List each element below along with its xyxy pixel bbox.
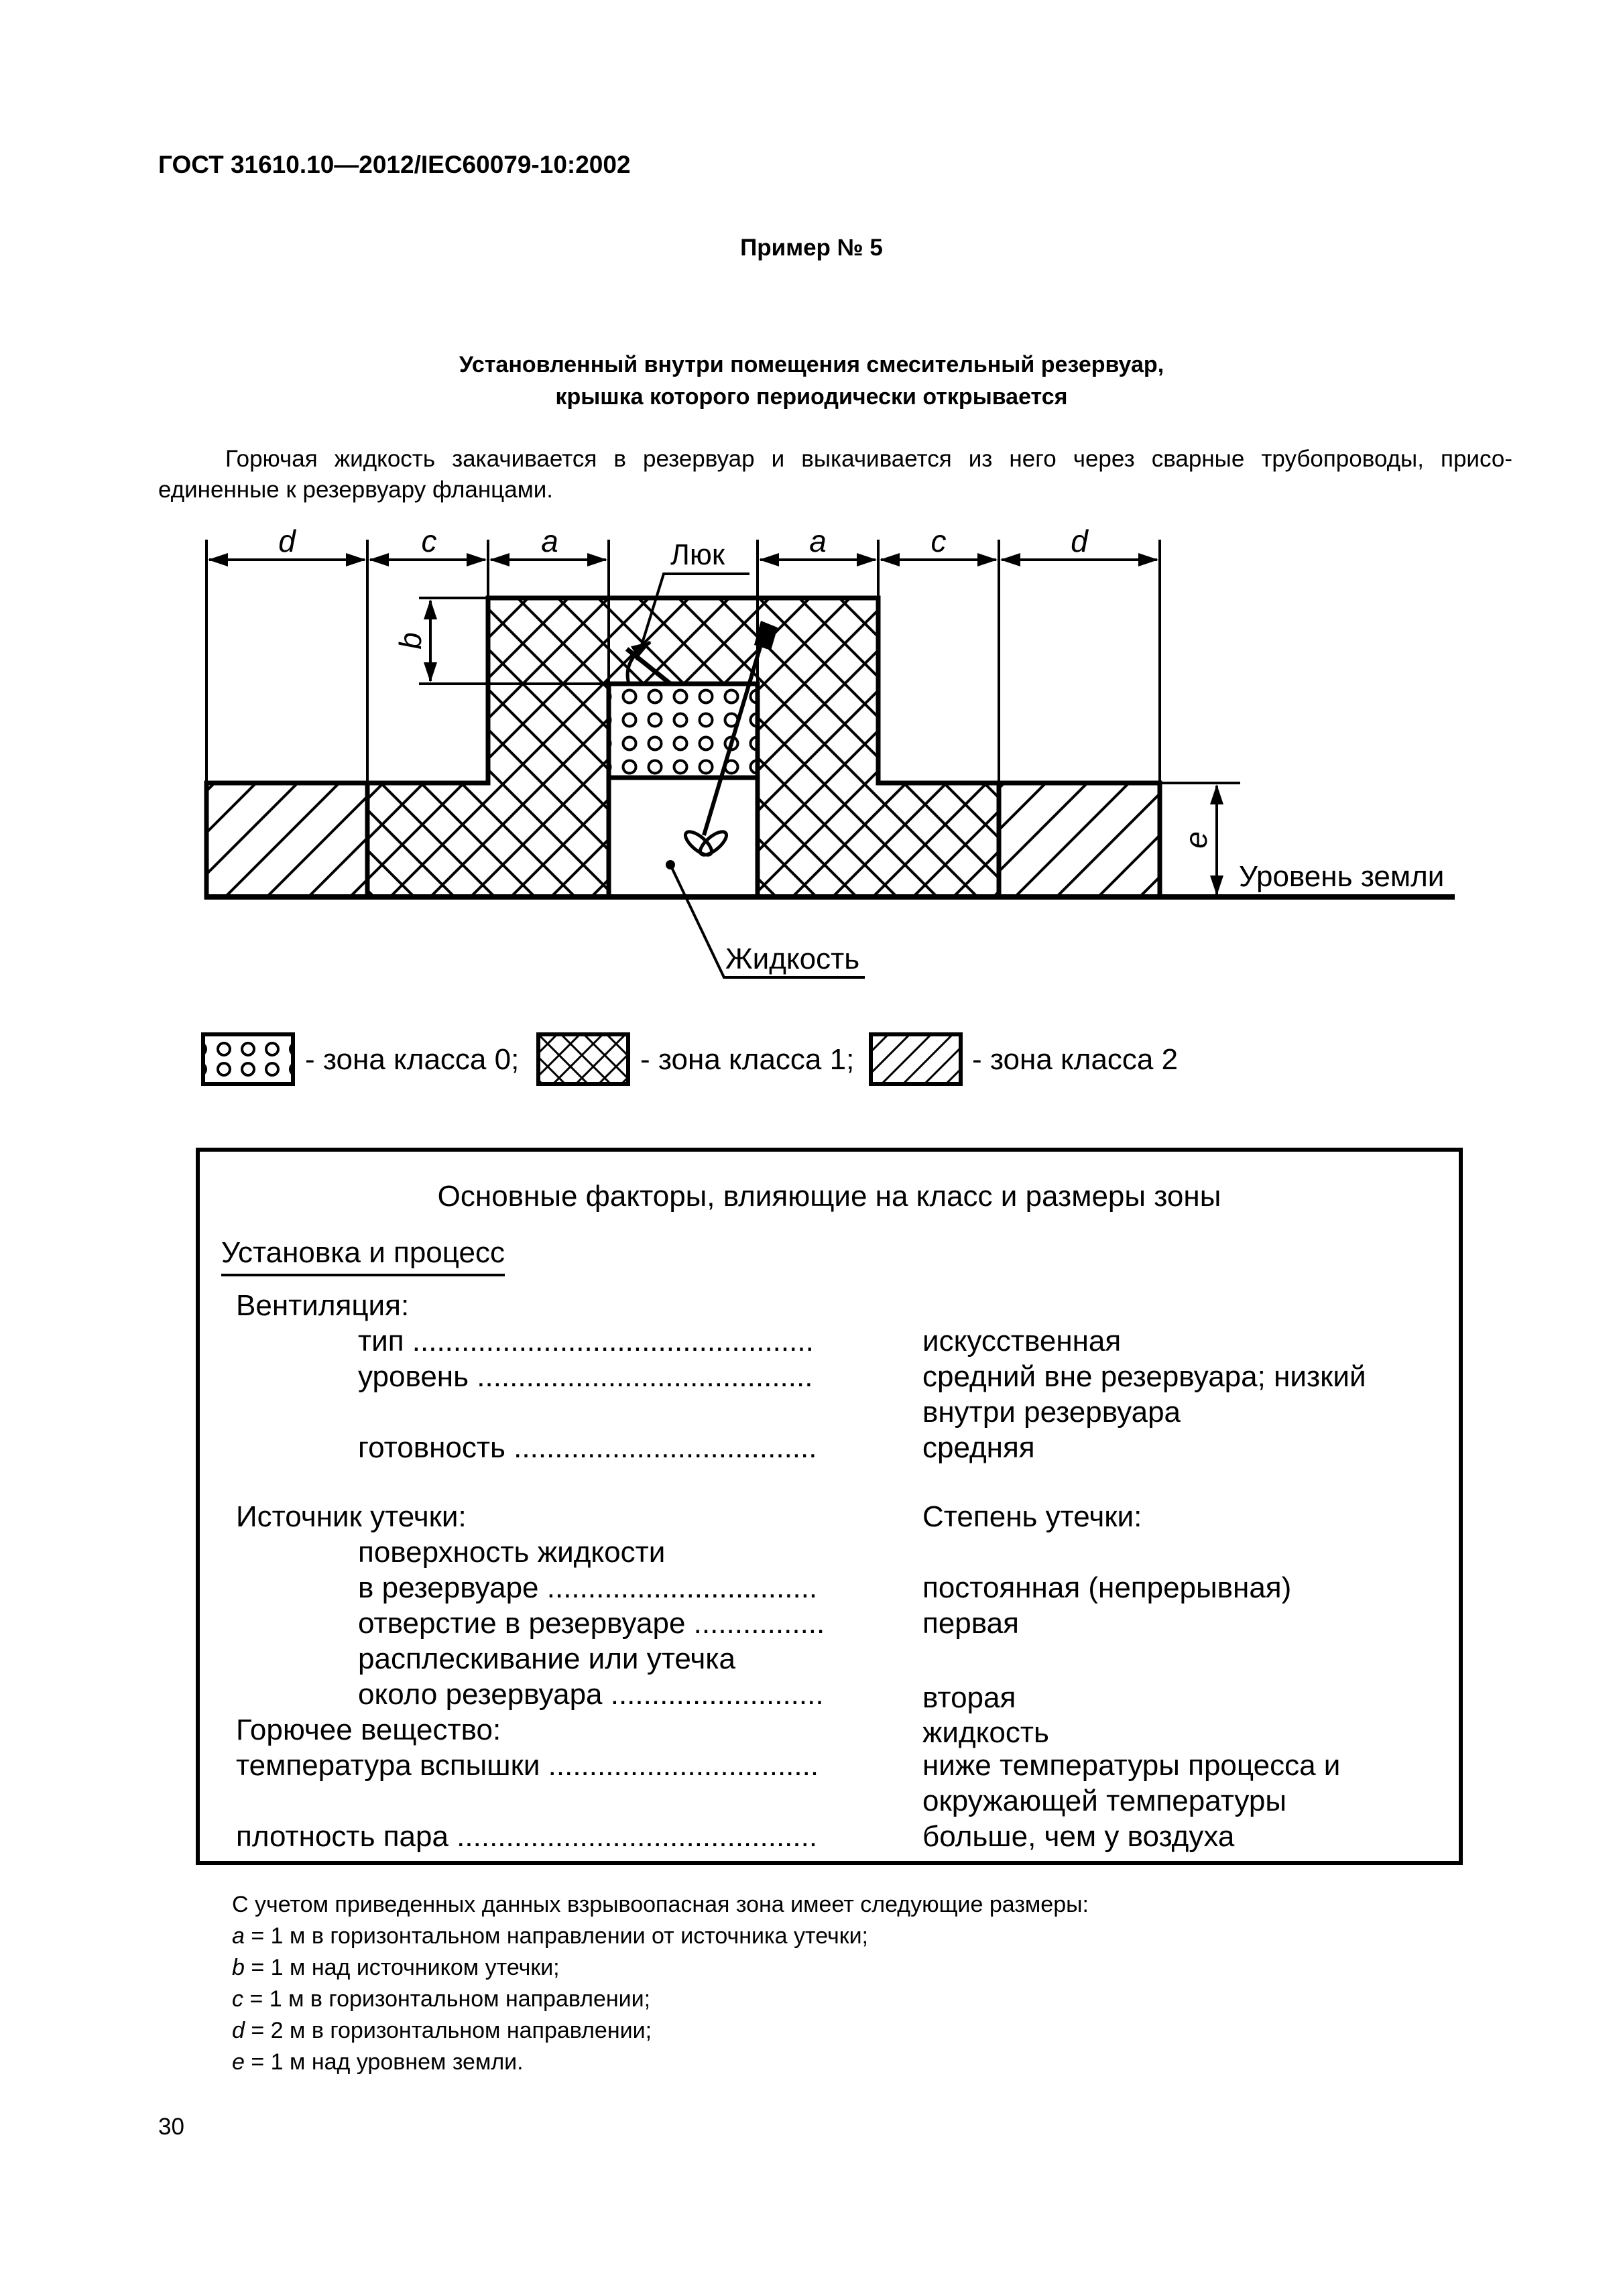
- hatch-label: Люк: [670, 538, 725, 571]
- vent-level-label: уровень .........................................: [358, 1360, 813, 1393]
- source2-value: первая: [922, 1607, 1019, 1640]
- source3-line1: расплескивание или утечка: [358, 1642, 735, 1675]
- summary-intro: С учетом приведенных данных взрывоопасная зона имеет следующие размеры:: [232, 1892, 1089, 1917]
- legend-swatch-zone1: [536, 1032, 630, 1086]
- vent-type-label: тип .................................................: [358, 1325, 814, 1357]
- summary-item-c: c = 1 м в горизонтальном направлении;: [232, 1986, 651, 2012]
- flash-point-label: температура вспышки .................................: [236, 1749, 819, 1782]
- substance-value: жидкость: [922, 1716, 1049, 1749]
- ventilation-heading: Вентиляция:: [236, 1289, 410, 1322]
- summary: [232, 1889, 1089, 2078]
- legend-swatch-zone0: [201, 1032, 295, 1086]
- factors-title: Основные факторы, влияющие на класс и размеры зоны: [437, 1180, 1221, 1213]
- section-title-line2: крышка которого периодически открывается: [555, 384, 1068, 410]
- substance-heading: Горючее вещество:: [236, 1713, 501, 1746]
- dim-label-d-right: d: [1071, 524, 1088, 558]
- page-number: 30: [158, 2114, 184, 2140]
- ground-label: Уровень земли: [1239, 860, 1445, 893]
- legend-label-zone0: - зона класса 0;: [305, 1043, 520, 1076]
- summary-item-e: e = 1 м над уровнем земли.: [232, 2049, 524, 2075]
- dim-label-a-right: a: [809, 524, 827, 558]
- source-heading: Источник утечки:: [236, 1500, 467, 1533]
- legend-label-zone1: - зона класса 1;: [640, 1043, 855, 1076]
- flash-point-value-line1: ниже температуры процесса и: [922, 1749, 1341, 1782]
- source3-line2: около резервуара ..........................: [358, 1678, 824, 1711]
- legend-swatch-zone2: [869, 1032, 963, 1086]
- dim-label-c-right: c: [930, 524, 947, 558]
- dim-label-c-left: c: [421, 524, 437, 558]
- summary-item-d: d = 2 м в горизонтальном направлении;: [232, 2018, 652, 2043]
- flash-point-value-line2: окружающей температуры: [922, 1785, 1286, 1817]
- summary-item-a: a = 1 м в горизонтальном направлении от источника утечки;: [232, 1923, 869, 1949]
- factors-subtitle: Установка и процесс: [221, 1236, 505, 1276]
- source2-label: отверстие в резервуаре ................: [358, 1607, 825, 1640]
- intro-line2: единенные к резервуару фланцами.: [158, 477, 554, 503]
- factors-box: [196, 1148, 1463, 1865]
- release-heading: Степень утечки:: [922, 1500, 1142, 1533]
- zone-diagram: [0, 0, 1623, 1006]
- zone-class-2-left: [206, 783, 367, 897]
- source1-line2: в резервуаре .................................: [358, 1571, 818, 1604]
- section-title-line1: Установленный внутри помещения смесительный резервуар,: [459, 352, 1164, 377]
- vent-availability-label: готовность .....................................: [358, 1431, 817, 1464]
- intro-line1: Горючая жидкость закачивается в резервуар и выкачивается из него через сварные трубопроводы, присо-: [225, 446, 1512, 472]
- example-title: Пример № 5: [740, 235, 883, 261]
- zone-class-2-right: [999, 783, 1160, 897]
- dim-label-a-left: a: [541, 524, 558, 558]
- dim-label-e: e: [1179, 831, 1213, 849]
- vapour-density-label: плотность пара ............................................: [236, 1820, 818, 1853]
- dim-label-b: b: [393, 632, 428, 650]
- vent-level-value-line2: внутри резервуара: [922, 1396, 1181, 1429]
- legend-label-zone2: - зона класса 2: [972, 1043, 1179, 1076]
- source1-line1: поверхность жидкости: [358, 1536, 666, 1569]
- source3-value: вторая: [922, 1681, 1016, 1714]
- liquid-label: Жидкость: [725, 943, 860, 975]
- vent-level-value-line1: средний вне резервуара; низкий: [922, 1360, 1366, 1393]
- source1-value: постоянная (непрерывная): [922, 1571, 1292, 1604]
- summary-item-b: b = 1 м над источником утечки;: [232, 1955, 560, 1980]
- document-header: ГОСТ 31610.10—2012/IEC60079-10:2002: [158, 151, 631, 178]
- vent-availability-value: средняя: [922, 1431, 1035, 1464]
- dim-label-d-left: d: [278, 524, 296, 558]
- vent-type-value: искусственная: [922, 1325, 1122, 1357]
- vapour-density-value: больше, чем у воздуха: [922, 1820, 1235, 1853]
